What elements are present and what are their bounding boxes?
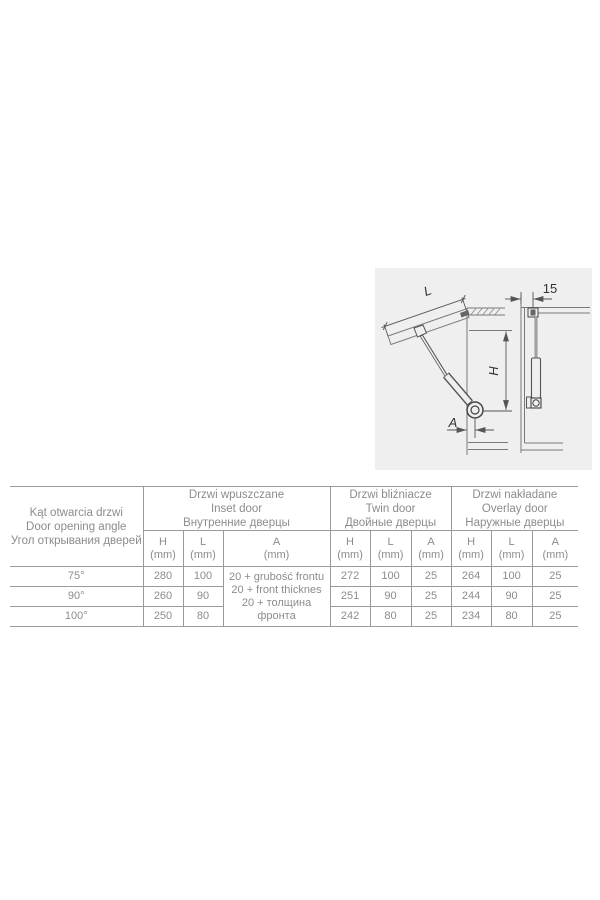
a-formula-ru: 20 + толщина фронта bbox=[241, 596, 312, 622]
gas-strut-drawing bbox=[375, 268, 592, 470]
overlay-title-ru: Наружные дверцы bbox=[465, 516, 565, 529]
twin-title-en: Twin door bbox=[365, 502, 416, 515]
strut-ball-socket bbox=[467, 402, 483, 418]
inset-title-en: Inset door bbox=[210, 502, 263, 515]
cell-inset-a-formula bbox=[223, 567, 330, 627]
open-door-panel bbox=[388, 309, 469, 345]
a-formula-en: 20 + front thicknes bbox=[231, 583, 322, 596]
a-formula-pl: 20 + grubość frontu bbox=[228, 570, 325, 583]
cell-inset-l: 100 bbox=[183, 567, 223, 587]
spec-table bbox=[10, 486, 578, 627]
group-header-inset-door bbox=[143, 487, 330, 531]
inset-title-pl: Drzwi wpuszczane bbox=[188, 488, 285, 501]
table-group-header-row bbox=[10, 487, 578, 531]
cell-overlay-l: 100 bbox=[491, 567, 532, 587]
label-H: H bbox=[486, 366, 501, 376]
table-row bbox=[10, 567, 578, 587]
group-header-overlay-door bbox=[451, 487, 578, 531]
hatch-pattern bbox=[471, 309, 500, 315]
cell-overlay-l: 90 bbox=[491, 587, 532, 607]
cell-inset-l: 90 bbox=[183, 587, 223, 607]
cell-overlay-h: 244 bbox=[451, 587, 491, 607]
twin-title-ru: Двойные дверцы bbox=[344, 516, 437, 529]
cell-angle: 75° bbox=[10, 567, 143, 587]
cell-inset-h: 260 bbox=[143, 587, 183, 607]
col-header-inset-a: A (mm) bbox=[223, 531, 330, 567]
cell-twin-a: 25 bbox=[411, 607, 451, 627]
group-header-twin-door bbox=[330, 487, 451, 531]
col-header-twin-h: H (mm) bbox=[330, 531, 370, 567]
cell-overlay-l: 80 bbox=[491, 607, 532, 627]
overlay-title-pl: Drzwi nakładane bbox=[472, 488, 558, 501]
technical-diagram bbox=[375, 268, 592, 470]
cell-inset-l: 80 bbox=[183, 607, 223, 627]
col-header-twin-a: A (mm) bbox=[411, 531, 451, 567]
gas-strut-open bbox=[414, 325, 483, 418]
gas-strut-closed bbox=[527, 308, 542, 408]
label-L: L bbox=[421, 282, 434, 300]
col-header-overlay-l: L (mm) bbox=[491, 531, 532, 567]
cell-angle: 90° bbox=[10, 587, 143, 607]
label-A: A bbox=[448, 415, 458, 430]
label-15: 15 bbox=[542, 281, 558, 296]
cell-twin-l: 90 bbox=[370, 587, 411, 607]
cell-twin-a: 25 bbox=[411, 567, 451, 587]
angle-header-ru: Угол открывания дверей bbox=[10, 534, 142, 547]
cell-inset-h: 280 bbox=[143, 567, 183, 587]
inset-title-ru: Внутренние дверцы bbox=[183, 516, 290, 529]
cell-twin-h: 272 bbox=[330, 567, 370, 587]
cell-twin-h: 251 bbox=[330, 587, 370, 607]
col-header-twin-l: L (mm) bbox=[370, 531, 411, 567]
strut-cylinder bbox=[532, 358, 541, 398]
angle-header-pl: Kąt otwarcia drzwi bbox=[29, 506, 123, 519]
cell-overlay-a: 25 bbox=[532, 607, 578, 627]
cell-overlay-a: 25 bbox=[532, 587, 578, 607]
col-header-overlay-h: H (mm) bbox=[451, 531, 491, 567]
col-header-inset-l: L (mm) bbox=[183, 531, 223, 567]
angle-header-en: Door opening angle bbox=[26, 520, 127, 533]
cell-overlay-a: 25 bbox=[532, 567, 578, 587]
cell-overlay-h: 264 bbox=[451, 567, 491, 587]
angle-column-header bbox=[10, 487, 143, 567]
cell-twin-l: 80 bbox=[370, 607, 411, 627]
cell-twin-h: 242 bbox=[330, 607, 370, 627]
col-header-overlay-a: A (mm) bbox=[532, 531, 578, 567]
cell-twin-l: 100 bbox=[370, 567, 411, 587]
cell-inset-h: 250 bbox=[143, 607, 183, 627]
cell-twin-a: 25 bbox=[411, 587, 451, 607]
cell-overlay-h: 234 bbox=[451, 607, 491, 627]
cell-angle: 100° bbox=[10, 607, 143, 627]
col-header-inset-h: H (mm) bbox=[143, 531, 183, 567]
overlay-title-en: Overlay door bbox=[481, 502, 548, 515]
twin-title-pl: Drzwi bliźniacze bbox=[349, 488, 432, 501]
